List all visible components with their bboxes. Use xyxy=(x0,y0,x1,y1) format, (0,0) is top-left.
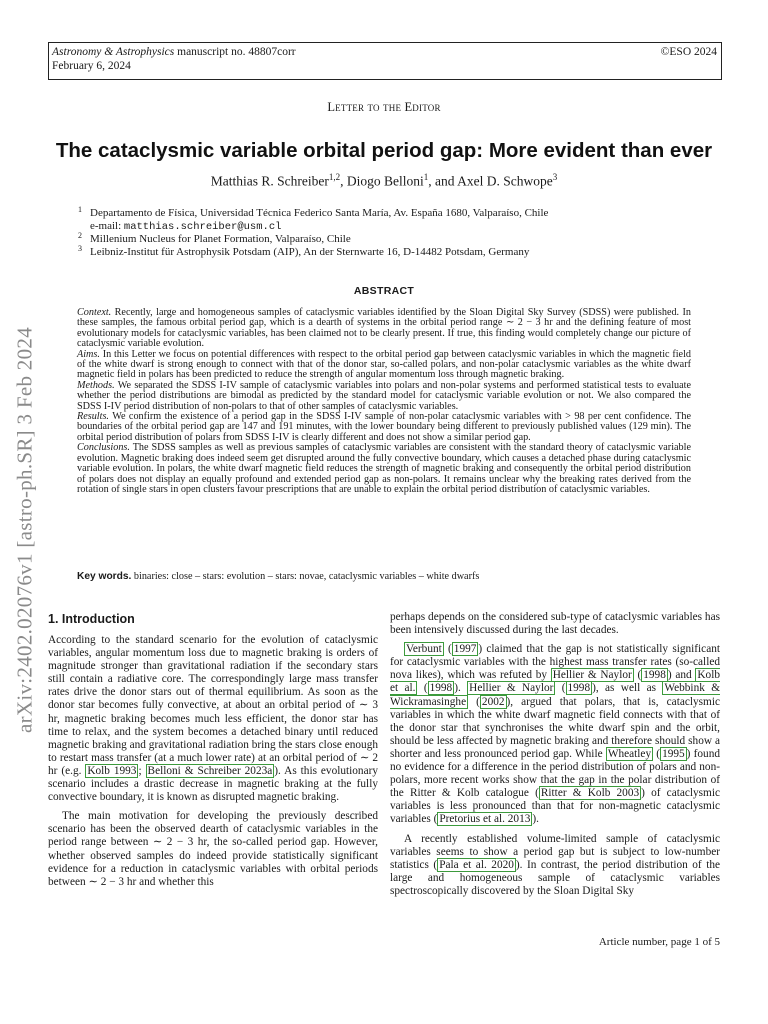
methods-text: We separated the SDSS I-IV sample of cataclysmic variables into polars and non-polar systems and performed statistical tests to evaluate whether the period distributions are bimodal as predicted by the standard model for cataclysmic variable evolution or not. We also compared the SDSS I-IV period distribution of non-polars to that of other samples of cataclysmic variables. xyxy=(77,379,691,412)
affiliation-2 xyxy=(78,233,548,246)
arxiv-stamp[interactable] xyxy=(14,310,36,750)
keywords-text: binaries: close – stars: evolution – stars: novae, cataclysmic variables – white dwarfs xyxy=(131,571,480,582)
paragraph-text: , argued that polars, that is, cataclysmic variables in which the white dwarf magnetic field connects with that of the donor star that synchronises the white dwarf spin and the orbit, should be less affected by magnetic braking and therefore should show a shorter and less pronounced period gap. While xyxy=(390,695,720,760)
email-label: e-mail: xyxy=(90,219,124,232)
methods-label: Methods. xyxy=(77,379,115,391)
citation-link[interactable]: Kolb 1993 xyxy=(87,764,137,777)
citation-link[interactable]: Webbink & Wickramasinghe xyxy=(390,682,720,708)
citation-link[interactable]: Verbunt xyxy=(406,643,442,656)
affiliation-text: Millenium Nucleus for Planet Formation, Valparaíso, Chile xyxy=(90,233,351,245)
letter-label: Letter to the Editor xyxy=(327,100,441,114)
context-label: Context. xyxy=(77,307,112,318)
section-number: 1. xyxy=(48,612,59,626)
section-heading-introduction xyxy=(48,612,135,626)
citation-link[interactable]: 2002 xyxy=(481,695,505,708)
author-3-affil: 3 xyxy=(552,172,558,182)
abstract-heading: ABSTRACT xyxy=(353,285,415,297)
paragraph-text: ). As this evolutionary scenario includes a drastic decrease in magnetic braking at the fully convective boundary, it is known as disrupted magnetic braking. xyxy=(48,764,378,804)
affiliation-number: 1 xyxy=(78,205,82,214)
manuscript-line xyxy=(52,45,296,59)
citation-link[interactable]: 1997 xyxy=(453,643,477,656)
citation-link[interactable]: Ritter & Kolb 2003 xyxy=(540,787,640,800)
aims-text: In this Letter we focus on potential differences with respect to the orbital period gap between cataclysmic variables in which the magnetic field of the white dwarf is strong enough to connect with that of the donor star, so-called polars, and non-polar cataclysmic variables as the white dwarf magnetic field in polars has been predicted to reduce the strength of angular momentum loss through magnetic braking. xyxy=(77,348,691,381)
left-column xyxy=(48,634,378,889)
manuscript-date: February 6, 2024 xyxy=(52,60,131,72)
conclusions-label: Conclusions. xyxy=(77,442,130,454)
affiliation-number: 2 xyxy=(78,231,82,240)
author-2-affil: 1 xyxy=(423,172,429,182)
abstract-methods xyxy=(77,381,691,412)
intro-paragraph-1 xyxy=(48,634,378,804)
affiliation-number: 3 xyxy=(78,243,82,253)
intro-paragraph-continued: perhaps depends on the considered sub-type of cataclysmic variables has been intensively discussed during the last decades. xyxy=(390,611,720,637)
citation-link[interactable]: 1995 xyxy=(662,747,685,760)
paragraph-text: ; xyxy=(138,764,146,777)
keywords-label: Key words. xyxy=(77,571,132,582)
citation-link[interactable]: Pala et al. 2020 xyxy=(439,858,514,871)
citation-link[interactable]: Hellier & Naylor xyxy=(469,682,554,695)
affiliations xyxy=(78,207,548,258)
intro-paragraph-2: The main motivation for developing the previously described scenario has been the observed dearth of cataclysmic variables in the period range between ∼ 2 − 3 hr, the so-called period gap. However, whether observed samples do indeed provide statistically significant evidence for a reduction in cataclysmic variables with orbital periods between ∼ 2 − 3 hr and whether this xyxy=(48,810,378,888)
right-column xyxy=(390,611,720,898)
paragraph-text: According to the standard scenario for the evolution of cataclysmic variables, angular momentum loss due to magnetic braking is orders of magnitude stronger than gravitational radiation if the secondary stars still contain a radiative core. The correspondingly large mass transfer rates drive the donor stars out of thermal equilibrium. As soon as the donor star becomes fully convective, at about an orbital period of ∼ 3 hr, magnetic braking becomes much less efficient, the donor star has time to relax, and the system becomes a detached binary until reduced magnetic braking and gravitational radiation bring the stars close enough to restart mass transfer (at a much lower rate) at an orbital period of ∼ 2 hr (e.g. xyxy=(48,634,378,777)
page-footer: Article number, page 1 of 5 xyxy=(598,936,720,948)
results-label: Results. xyxy=(77,411,109,423)
abstract-conclusions xyxy=(77,443,691,495)
intro-paragraph-3: Verbunt ( 1997 ) claimed that the gap is not statistically significant for cataclysmic variables with the highest mass transfer rates (so-called nova likes), which was refuted by Hellier & Naylor ( 1998 ) and Kolb et al. ( 1998 ). Hellier & Naylor ( 1998 ), as well as Webbink & Wickramasinghe ( 2002 ), argued that polars, that is, cataclysmic variables in which the white dwarf magnetic field connects with that of the donor star that synchronises the white dwarf spin and the orbit, should be less affected by magnetic braking and therefore should show a shorter and less pronounced period gap. While Wheatley ( 1995 ) found no evidence for a difference in the period distribution of polars and non-polars, more recent works show that the gap in the polar distribution of the Ritter & Kolb catalogue ( Ritter & Kolb 2003 ) of cataclysmic variables is less pronounced than that for non-magnetic cataclysmic variables ( Pretorius et al. 2013 ). xyxy=(390,643,721,826)
arxiv-stamp-text[interactable]: arXiv:2402.02076v1 [astro-ph.SR] 3 Feb 2024 xyxy=(12,326,37,734)
paragraph-text: ). In contrast, the period distribution of the large and homogeneous sample of cataclysmic variables spectroscopically discovered by the Sloan Digital Sky xyxy=(390,858,720,897)
author-1-affil: 1,2 xyxy=(328,172,341,182)
citation-link[interactable]: Belloni & Schreiber 2023a xyxy=(147,764,273,777)
copyright: ©ESO 2024 xyxy=(660,46,717,58)
author-2: , Diogo Belloni xyxy=(340,173,424,189)
citation-link[interactable]: Pretorius et al. 2013 xyxy=(439,813,531,826)
paragraph-text: ) of cataclysmic variables is less pronounced than that for non-magnetic cataclysmic variables ( xyxy=(390,787,720,826)
context-text: Recently, large and homogeneous samples of cataclysmic variables identified by the Sloan Digital Sky Survey (SDSS) were published. In these samples, the famous orbital period gap, which is a dearth of systems in the orbital period range ∼ 2 − 3 hr and the defining feature of most evolutionary models for cataclysmic variables, has been claimed not to be clearly present. If true, this finding would completely change our picture of cataclysmic variable evolution. xyxy=(77,307,691,350)
paragraph-text: ). xyxy=(532,813,539,826)
paragraph-text: claimed that the gap is not statistically significant for cataclysmic variables with the highest mass transfer rates (so-called nova likes), which was refuted by xyxy=(390,643,721,682)
author-1: Matthias R. Schreiber xyxy=(210,173,329,189)
aims-label: Aims. xyxy=(77,348,100,360)
journal-name: Astronomy & Astrophysics xyxy=(52,46,175,58)
citation-link[interactable]: Kolb et al. xyxy=(390,669,720,695)
paragraph-text: and xyxy=(671,669,696,682)
paper-title: The cataclysmic variable orbital period gap: More evident than ever xyxy=(55,139,713,162)
citation-link[interactable]: Hellier & Naylor xyxy=(552,669,632,682)
running-header xyxy=(48,42,722,80)
paragraph-text: A recently established volume-limited sample of cataclysmic variables seems to show a period gap but is subject to low-number statistics ( xyxy=(390,832,720,871)
affiliation-text: Leibniz-Institut für Astrophysik Potsdam (AIP), An der Sternwarte 16, D-14482 Potsdam, Germany xyxy=(90,245,530,258)
email-address[interactable]: matthias.schreiber@usm.cl xyxy=(123,220,282,233)
citation-link[interactable]: 1998 xyxy=(429,682,453,695)
paragraph-text: . xyxy=(457,682,468,695)
manuscript-number: manuscript no. 48807corr xyxy=(174,46,296,58)
author-3: , and Axel D. Schwope xyxy=(428,173,553,189)
abstract-results xyxy=(77,412,691,443)
citation-link[interactable]: 1998 xyxy=(567,682,591,695)
section-title: Introduction xyxy=(58,612,135,626)
affiliation-3 xyxy=(78,243,548,259)
abstract-body xyxy=(77,308,691,495)
abstract-context xyxy=(77,308,691,350)
abstract-aims xyxy=(77,350,691,381)
email-line xyxy=(78,220,548,234)
paragraph-text: found no evidence for a difference in the period distribution of polars and non-polars, more recent works show that the gap in the polar distribution of the Ritter & Kolb catalogue ( xyxy=(390,747,721,800)
author-list xyxy=(0,172,768,190)
conclusions-text: The SDSS samples as well as previous samples of cataclysmic variables are consistent with the standard theory of cataclysmic variable evolution. Magnetic braking does indeed seem get disrupted around the fully convective boundary, which causes a detached phase during cataclysmic variable evolution. In polars, the white dwarf magnetic field reduces the strength of magnetic braking and consequently the orbital period distribution of polars does not display an equally profound and extended period gap as non-polars. It remains unclear why the breaking rates derived from the rotation of single stars in open clusters favour prescriptions that are unable to explain the orbital period distribution of cataclysmic variables. xyxy=(77,442,691,495)
citation-link[interactable]: 1998 xyxy=(643,669,666,682)
intro-paragraph-4 xyxy=(390,833,720,898)
paragraph-text: , as well as xyxy=(595,682,663,695)
affiliation-1 xyxy=(78,207,548,220)
keywords xyxy=(77,571,697,582)
affiliation-text: Departamento de Física, Universidad Técnica Federico Santa María, Av. España 1680, Valparaíso, Chile xyxy=(90,207,549,219)
citation-link[interactable]: Wheatley xyxy=(607,747,652,760)
results-text: We confirm the existence of a period gap in the SDSS I-IV sample of non-polar cataclysmic variables with > 98 per cent confidence. The boundaries of the orbital period gap are 147 and 191 minutes, with the lower boundary being different to previously published values (129 min). The orbital period distribution of polars from SDSS I-IV is clearly different and does not show a similar period gap. xyxy=(77,411,691,443)
